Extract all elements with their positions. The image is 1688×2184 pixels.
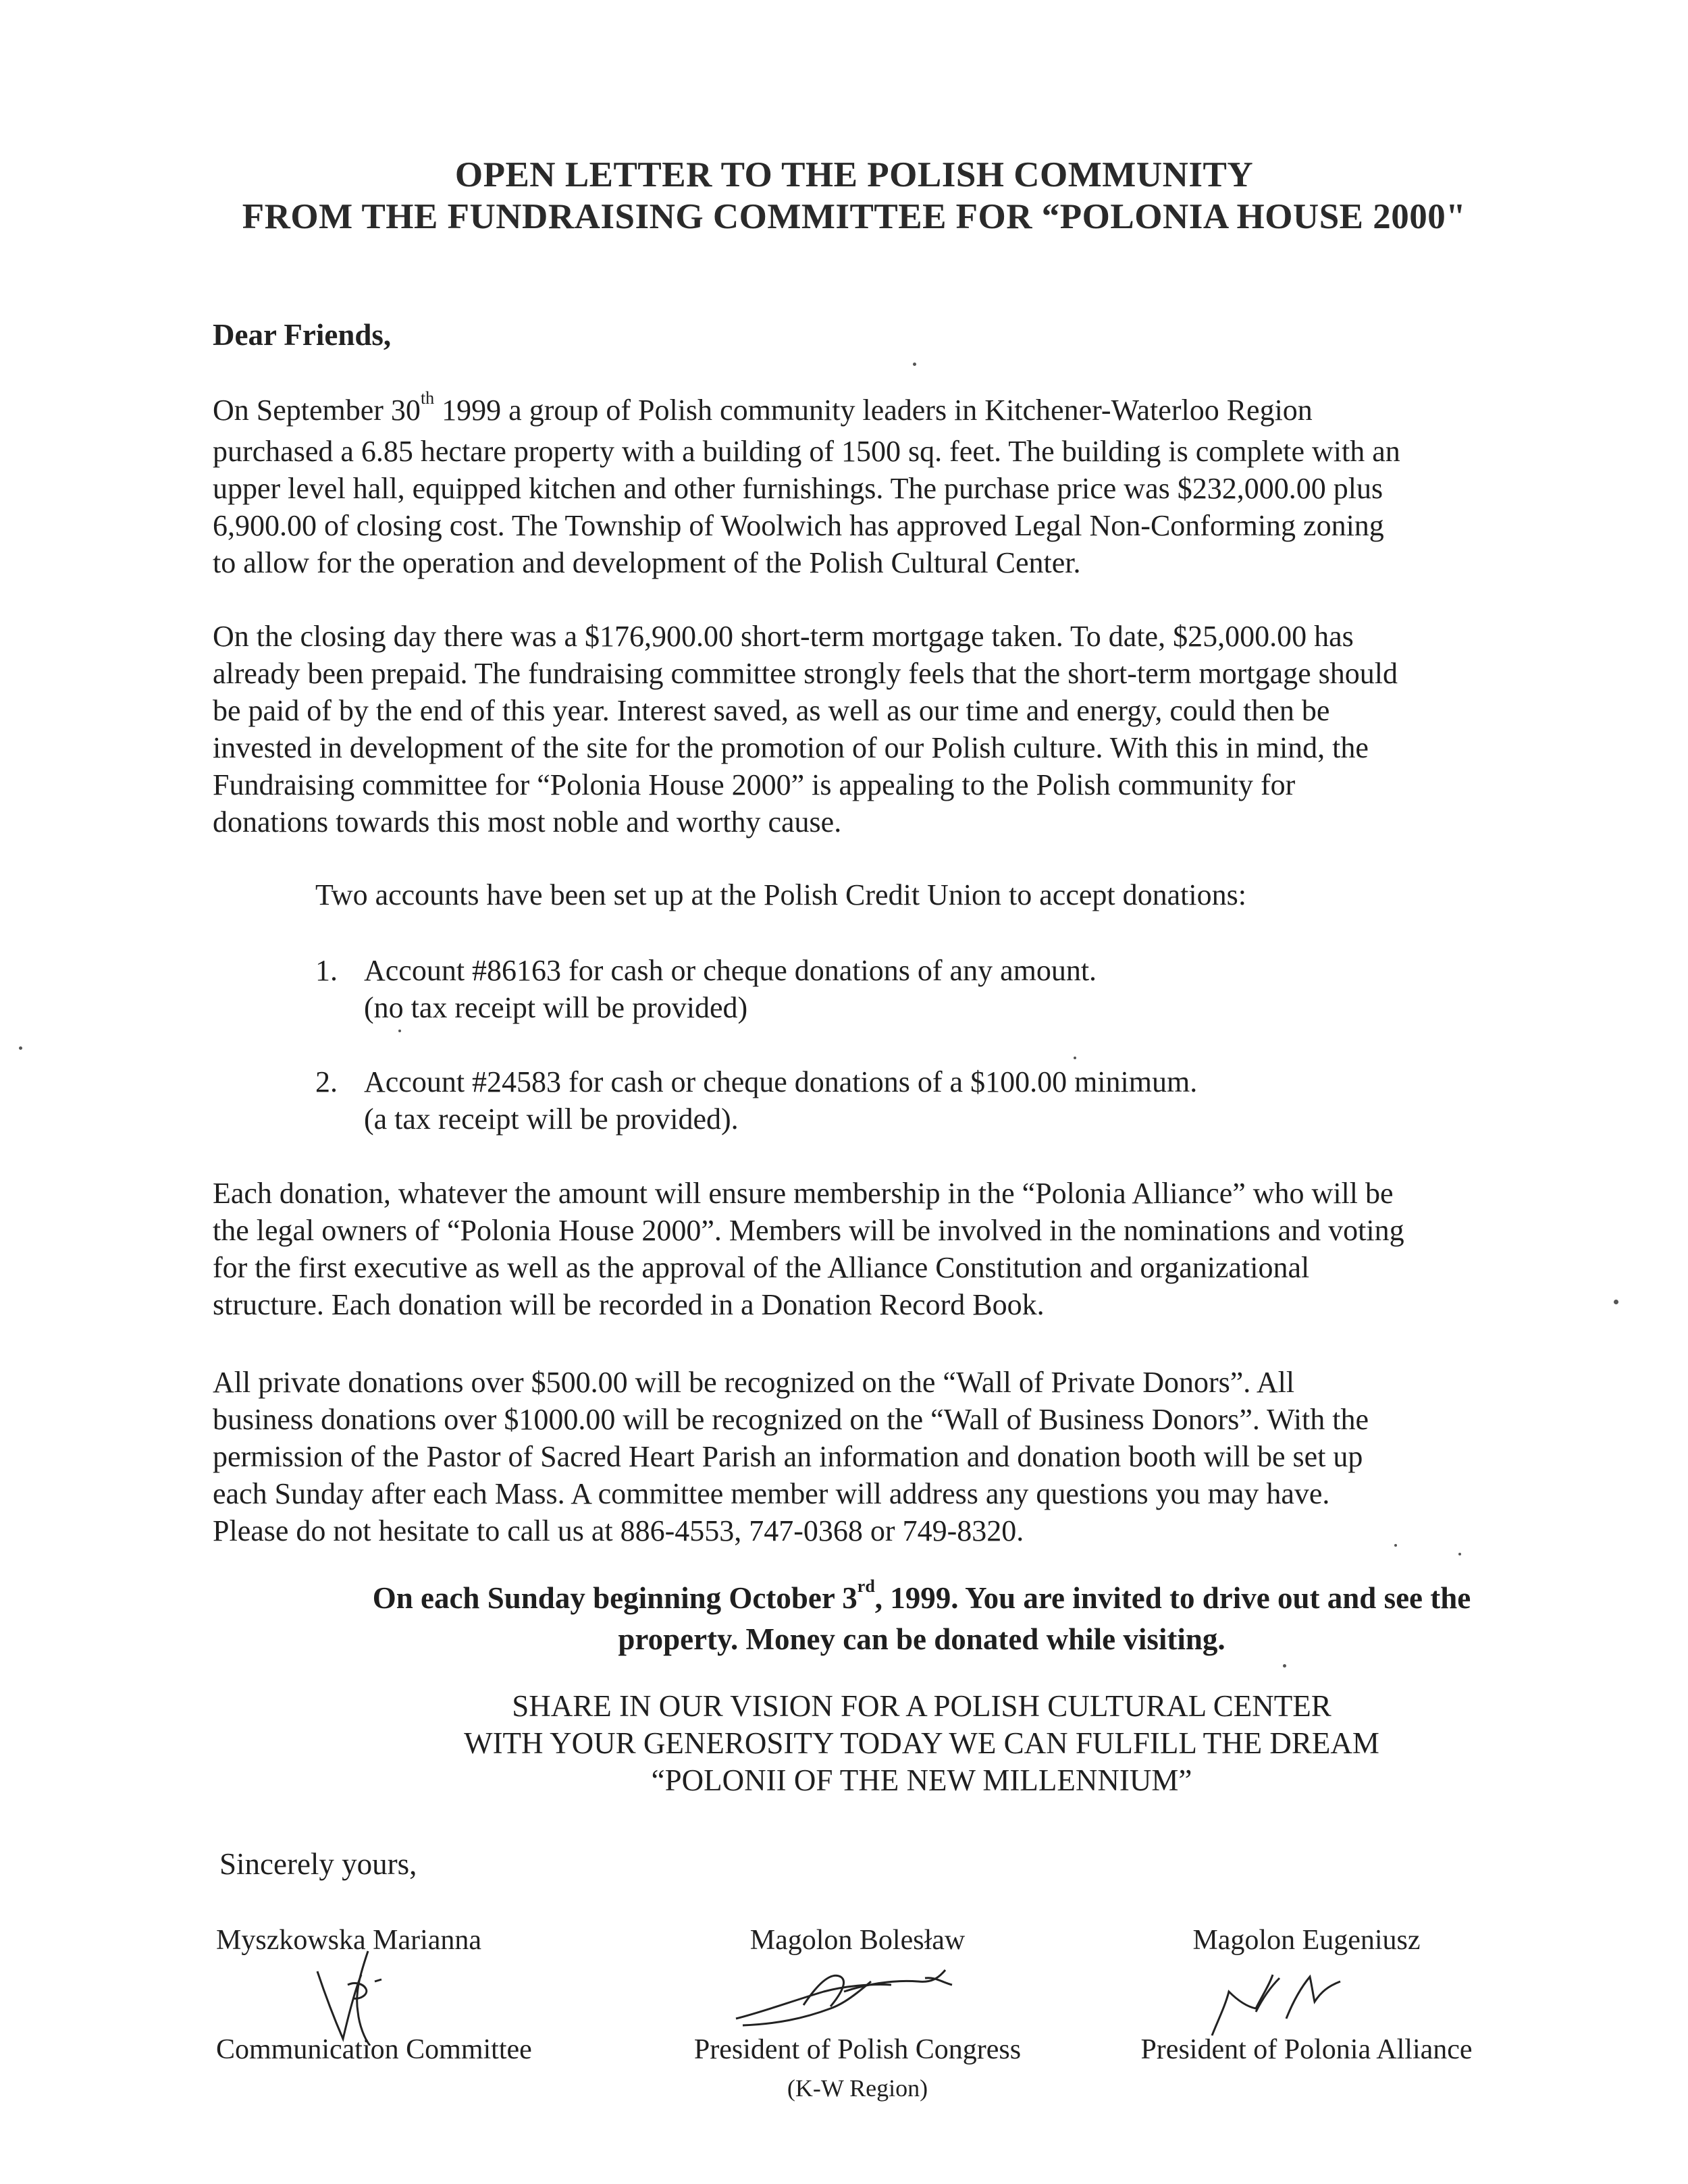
signatory-role: President of Polonia Alliance — [1140, 2034, 1473, 2065]
accounts-intro: Two accounts have been set up at the Polish Credit Union to accept donations: — [315, 878, 1246, 911]
para3-line: the legal owners of “Polonia House 2000”. Members will be involved in the nominations and voting — [213, 1214, 1404, 1247]
signature-block-alliance — [1117, 1924, 1496, 2065]
ordinal-suffix: rd — [857, 1576, 875, 1596]
letter-title — [135, 154, 1573, 238]
handwritten-signature-icon — [1117, 1944, 1496, 2039]
account-item-1 — [315, 952, 1097, 1026]
invite-text: On each Sunday beginning October 3 — [372, 1581, 858, 1615]
para4-line: Please do not hesitate to call us at 886-4553, 747-0368 or 749-8320. — [213, 1514, 1024, 1547]
signatory-region: (K-W Region) — [787, 2075, 928, 2102]
vision-line: “POLONII OF THE NEW MILLENNIUM” — [651, 1763, 1192, 1797]
scan-speck — [1458, 1553, 1461, 1555]
paragraph-purchase — [213, 388, 1577, 581]
para4-line: business donations over $1000.00 will be recognized on the “Wall of Business Donors”. With the — [213, 1403, 1369, 1436]
para2-line: already been prepaid. The fundraising committee strongly feels that the short-term mortgage should — [213, 657, 1398, 690]
para3-line: structure. Each donation will be recorded in a Donation Record Book. — [213, 1288, 1045, 1321]
account-item-2 — [315, 1063, 1197, 1138]
signatory-name: Myszkowska Marianna — [216, 1925, 482, 1956]
invite-text: , 1999. You are invited to drive out and see the — [874, 1581, 1471, 1615]
signatory-role: President of Polish Congress — [693, 2034, 1022, 2065]
list-number: 1. — [315, 954, 338, 987]
paragraph-mortgage — [213, 618, 1577, 841]
account-1-note: (no tax receipt will be provided) — [364, 991, 748, 1024]
invite-line: property. Money can be donated while visiting. — [618, 1622, 1225, 1656]
handwritten-signature-icon — [668, 1944, 1047, 2039]
ordinal-suffix: th — [420, 388, 435, 408]
scan-speck — [1614, 1300, 1618, 1304]
para1-text: 1999 a group of Polish community leaders in Kitchener-Waterloo Region — [434, 394, 1313, 427]
para3-line: for the first executive as well as the approval of the Alliance Constitution and organizational — [213, 1251, 1310, 1284]
para2-line: donations towards this most noble and worthy cause. — [213, 805, 842, 838]
title-line-1: OPEN LETTER TO THE POLISH COMMUNITY — [454, 155, 1254, 194]
sunday-invitation — [203, 1576, 1641, 1657]
account-2-text: Account #24583 for cash or cheque donations of a $100.00 minimum. — [364, 1065, 1198, 1098]
vision-line: WITH YOUR GENEROSITY TODAY WE CAN FULFILL THE DREAM — [464, 1726, 1379, 1760]
paragraph-recognition — [213, 1364, 1577, 1549]
para2-line: invested in development of the site for the promotion of our Polish culture. With this in mind, the — [213, 731, 1369, 764]
salutation: Dear Friends, — [213, 318, 392, 352]
closing-phrase: Sincerely yours, — [219, 1847, 417, 1881]
paragraph-membership — [213, 1175, 1577, 1323]
account-2-note: (a tax receipt will be provided). — [364, 1102, 739, 1136]
signatory-role: Communication Committee — [216, 2034, 532, 2065]
scan-speck — [1283, 1664, 1286, 1668]
signature-block-congress — [668, 1924, 1047, 2106]
handwritten-signature-icon — [216, 1944, 594, 2046]
signature-block-communication — [216, 1924, 594, 2065]
para1-text: On September 30 — [213, 394, 421, 427]
para1-line: to allow for the operation and development of the Polish Cultural Center. — [213, 546, 1081, 579]
para1-line: purchased a 6.85 hectare property with a building of 1500 sq. feet. The building is complete with an — [213, 435, 1400, 468]
scan-speck — [1394, 1544, 1397, 1547]
para1-line: upper level hall, equipped kitchen and other furnishings. The purchase price was $232,000.00 plus — [213, 472, 1383, 505]
para4-line: each Sunday after each Mass. A committee member will address any questions you may have. — [213, 1477, 1330, 1510]
account-1-text: Account #86163 for cash or cheque donations of any amount. — [364, 954, 1097, 987]
signatory-name: Magolon Eugeniusz — [1192, 1925, 1421, 1956]
title-line-2: FROM THE FUNDRAISING COMMITTEE FOR “POLONIA HOUSE 2000" — [242, 197, 1467, 236]
para2-line: On the closing day there was a $176,900.00 short-term mortgage taken. To date, $25,000.00 has — [213, 620, 1354, 653]
scan-speck — [913, 363, 916, 366]
scan-speck — [19, 1046, 22, 1050]
scan-speck — [398, 1030, 401, 1032]
para2-line: Fundraising committee for “Polonia House 2000” is appealing to the Polish community for — [213, 768, 1296, 801]
para2-line: be paid of by the end of this year. Interest saved, as well as our time and energy, could then be — [213, 694, 1330, 727]
para1-line: 6,900.00 of closing cost. The Township of Woolwich has approved Legal Non-Conforming zoning — [213, 509, 1384, 542]
para3-line: Each donation, whatever the amount will ensure membership in the “Polonia Alliance” who will be — [213, 1177, 1394, 1210]
list-number: 2. — [315, 1065, 338, 1098]
vision-statement — [203, 1688, 1641, 1799]
para4-line: All private donations over $500.00 will be recognized on the “Wall of Private Donors”. All — [213, 1366, 1295, 1399]
vision-line: SHARE IN OUR VISION FOR A POLISH CULTURAL CENTER — [512, 1689, 1331, 1723]
signatory-name: Magolon Bolesław — [749, 1925, 966, 1956]
scan-speck — [1074, 1057, 1076, 1059]
para4-line: permission of the Pastor of Sacred Heart Parish an information and donation booth will be set up — [213, 1440, 1363, 1473]
